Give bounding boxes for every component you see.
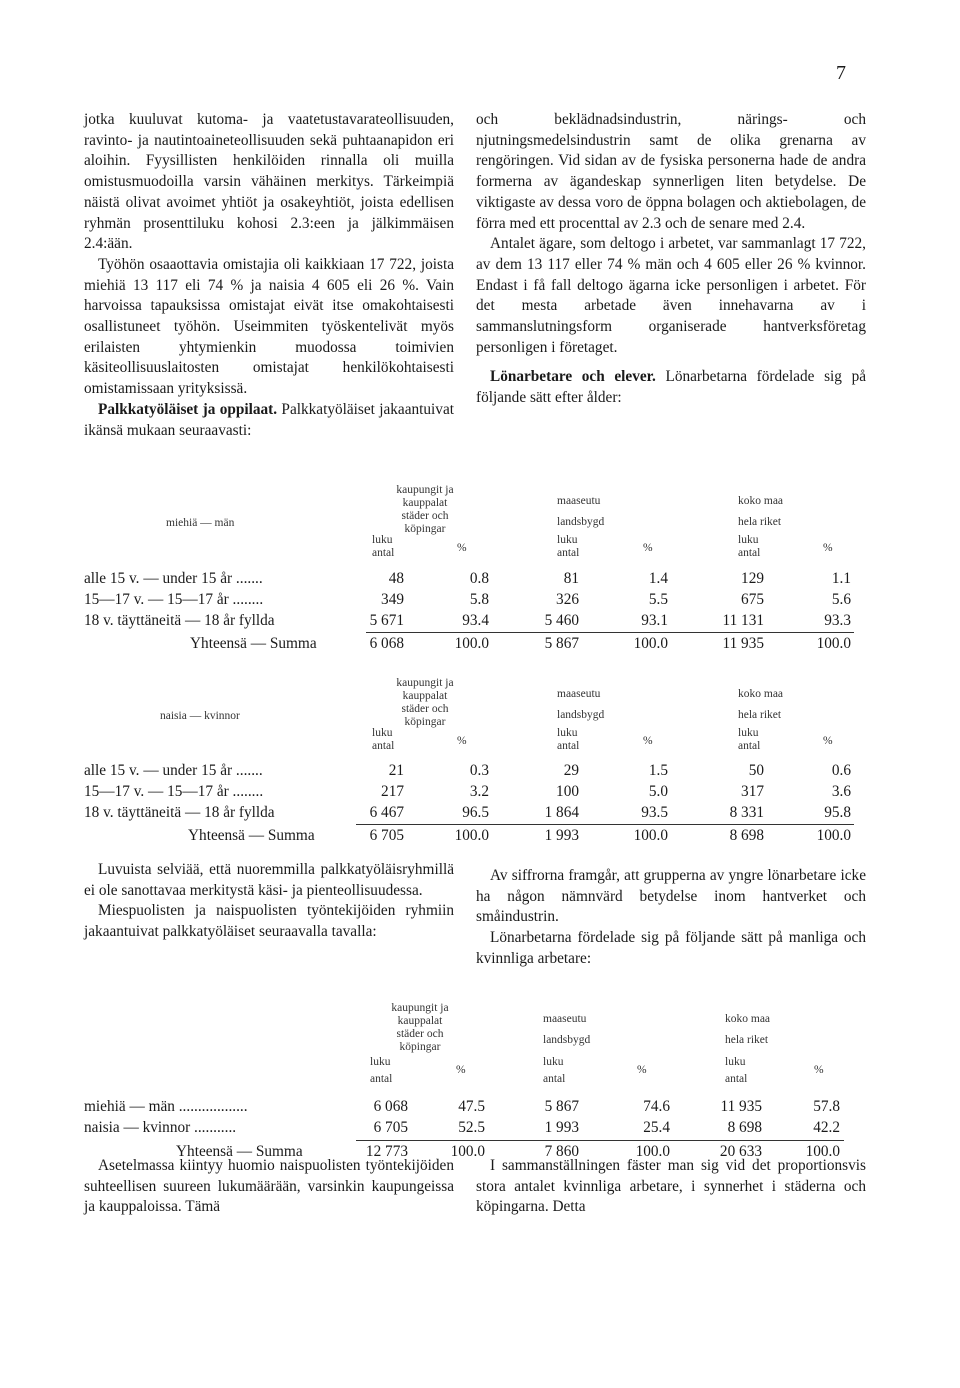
header-line: maaseutu [557,495,601,507]
cell: 11 935 [720,1098,762,1115]
table-label: miehiä — män [166,517,235,529]
header-line: koko maa [725,1013,771,1025]
header-line: hela riket [738,709,782,721]
table-row [0,612,960,634]
row-label: 18 v. täyttäneitä — 18 år fyllda [84,804,275,821]
header-line: luku [738,534,759,546]
table-row [0,570,960,592]
col-header-count [557,727,579,753]
table-row [0,591,960,613]
cell: 6 467 [369,804,404,821]
cell: 349 [381,591,404,608]
col-header-count [557,534,579,560]
cell: 100.0 [633,827,668,844]
cell: 1.5 [648,762,668,779]
paragraph: och beklädnadsindustrin, närings- och njutningsmedelsindustrin samt de olika grenarna av rengöringen. Vid sidan av de fysiska personerna hade de andra formerna av ägandeskap synnerligen liten betydelse. De viktigaste av dessa voro de öppna bolagen och aktiebolagen, de förra med ett procenttal av 2.3 och de senare med 2.4. [476,111,866,232]
header-line: hela riket [738,516,782,528]
cell: 50 [748,762,764,779]
heading-text: Palkkatyöläiset jakaantuivat ikänsä mukaan seuraavasti: [84,400,454,439]
paragraph [84,400,454,441]
left-column-bottom [84,1156,454,1218]
row-label: 15—17 v. — 15—17 år ........ [84,783,264,800]
sum-rule [366,632,854,633]
col-header-pct: % [457,542,467,554]
cell: 29 [563,762,579,779]
table-total-row [0,827,960,849]
cell: 48 [388,570,404,587]
sum-rule [356,824,854,825]
header-line: antal [372,547,395,559]
cell: 100.0 [454,827,489,844]
page-number: 7 [836,62,846,84]
table1-header [0,484,960,564]
col-header-town [365,677,485,729]
cell: 0.8 [469,570,489,587]
row-label: Yhteensä — Summa [190,635,317,652]
col-header-rural [557,688,604,722]
table-row [0,1098,960,1120]
cell: 21 [388,762,404,779]
paragraph: Asetelmassa kiintyy huomio naispuolisten työntekijöiden suhteellisen suureen lukumäärään, varsinkin kaupungeissa ja kauppaloissa. Tämä [84,1157,454,1216]
row-label: Yhteensä — Summa [176,1143,303,1160]
header-line: luku [543,1056,564,1068]
cell: 675 [741,591,764,608]
paragraph: Miespuolisten ja naispuolisten työntekijöiden ryhmiin jakaantuivat palkkatyöläiset seuraavalla tavalla: [84,902,454,941]
cell: 6 705 [369,827,404,844]
table2-header [0,677,960,757]
left-column-top [84,110,454,441]
col-header-town [360,1002,480,1054]
table-row [0,762,960,784]
cell: 100.0 [635,1143,670,1160]
header-line: städer och [401,510,449,522]
cell: 100.0 [816,827,851,844]
right-column-bottom [476,1156,866,1218]
cell: 1.4 [648,570,668,587]
header-line: antal [738,547,761,559]
cell: 6 068 [373,1098,408,1115]
header-line: städer och [401,703,449,715]
header-line: kaupungit ja [396,677,454,689]
right-column-middle [476,866,866,970]
cell: 317 [741,783,764,800]
cell: 1 993 [544,827,579,844]
row-label: alle 15 v. — under 15 år ....... [84,762,263,779]
left-column-middle [84,860,454,943]
row-label: naisia — kvinnor ........... [84,1119,237,1136]
cell: 57.8 [813,1098,840,1115]
cell: 42.2 [813,1119,840,1136]
table-total-row [0,635,960,657]
header-line: städer och [396,1028,444,1040]
cell: 8 331 [729,804,764,821]
header-line: koko maa [738,495,784,507]
cell: 1.1 [831,570,851,587]
header-line: kaupungit ja [391,1002,449,1014]
header-line: köpingar [404,716,446,728]
header-line: kauppalat [397,1015,443,1027]
cell: 5 671 [369,612,404,629]
col-header-pct: % [643,542,653,554]
header-line: landsbygd [543,1034,591,1046]
cell: 93.4 [462,612,489,629]
col-header-count [370,1056,392,1086]
cell: 93.3 [824,612,851,629]
paragraph [476,367,866,408]
col-header-rural [543,1013,590,1047]
paragraph: Av siffrorna framgår, att grupperna av yngre lönarbetare icke ha någon nämnvärd betydelse inom hantverket och småindustrin. [476,867,866,926]
header-line: kauppalat [402,497,448,509]
cell: 100.0 [816,635,851,652]
row-label: 15—17 v. — 15—17 år ........ [84,591,264,608]
cell: 11 935 [722,635,764,652]
header-line: antal [370,1073,393,1085]
paragraph: I sammanställningen fäster man sig vid det proportionsvis stora antalet kvinnliga arbetare, i synnerhet i städerna och köpingarna. Detta [476,1157,866,1216]
cell: 326 [556,591,579,608]
cell: 6 705 [373,1119,408,1136]
cell: 100.0 [454,635,489,652]
table3-header [0,1002,960,1088]
table-row [0,804,960,826]
cell: 1 993 [544,1119,579,1136]
cell: 25.4 [643,1119,670,1136]
col-header-pct: % [637,1064,647,1076]
header-line: maaseutu [557,688,601,700]
header-line: landsbygd [557,709,605,721]
row-label: alle 15 v. — under 15 år ....... [84,570,263,587]
header-line: maaseutu [543,1013,587,1025]
cell: 8 698 [729,827,764,844]
col-header-count [738,727,760,753]
header-line: kauppalat [402,690,448,702]
col-header-count [543,1056,565,1086]
row-label: Yhteensä — Summa [188,827,315,844]
paragraph: Antalet ägare, som deltogo i arbetet, var sammanlagt 17 722, av dem 13 117 eller 74 % män och 4 605 eller 26 % kvinnor. Endast i få fall deltogo ägarna icke personligen i arbetet. För det mesta arbetade även innehavarna av i sammanslutningsform organiserade hantverksföretag personligen i företaget. [476,235,866,356]
header-line: luku [372,727,393,739]
header-line: antal [738,740,761,752]
cell: 12 773 [365,1143,408,1160]
cell: 5.8 [469,591,489,608]
col-header-pct: % [457,735,467,747]
row-label: miehiä — män .................. [84,1098,248,1115]
header-line: koko maa [738,688,784,700]
col-header-pct: % [643,735,653,747]
cell: 7 860 [544,1143,579,1160]
table-row [0,783,960,805]
header-line: kaupungit ja [396,484,454,496]
cell: 0.6 [831,762,851,779]
paragraph: jotka kuuluvat kutoma- ja vaatetustavarateollisuuden, ravinto- ja nautintoaineteollisuuden sekä puhtaanapidon eri aloihin. Fyysillisten henkilöiden rinnalla oli muilla omistusmuodoilla varsin vähäinen merkitys. Tärkeimpiä näistä olivat avoimet yhtiöt ja osakeyhtiöt, joista edellisen ryhmän prosenttiluku kohosi 2.3:een ja jälkimmäisen 2.4:ään. [84,111,454,253]
header-line: antal [543,1073,566,1085]
header-line: landsbygd [557,516,605,528]
header-line: luku [725,1056,746,1068]
heading-text: Lönarbetarna fördelade sig på följande sätt efter ålder: [476,368,867,407]
header-line: antal [372,740,395,752]
row-label: 18 v. täyttäneitä — 18 år fyllda [84,612,275,629]
cell: 81 [563,570,579,587]
header-line: luku [370,1056,391,1068]
cell: 5 867 [544,635,579,652]
cell: 1 864 [544,804,579,821]
header-line: antal [557,547,580,559]
cell: 93.5 [641,804,668,821]
paragraph: Luvuista selviää, että nuoremmilla palkkatyöläisryhmillä ei ole sanottavaa merkitystä käsi- ja pienteollisuudessa. [84,861,454,899]
cell: 20 633 [719,1143,762,1160]
header-line: luku [372,534,393,546]
cell: 5 867 [544,1098,579,1115]
cell: 217 [381,783,404,800]
section-heading: Palkkatyöläiset ja oppilaat. [98,400,278,418]
cell: 5 460 [544,612,579,629]
table-row [0,1119,960,1141]
cell: 5.0 [648,783,668,800]
col-header-count [738,534,760,560]
header-line: antal [725,1073,748,1085]
cell: 93.1 [641,612,668,629]
col-header-pct: % [823,542,833,554]
col-header-pct: % [823,735,833,747]
col-header-town [365,484,485,536]
col-header-total [738,495,783,529]
cell: 100.0 [450,1143,485,1160]
header-line: köpingar [399,1041,441,1053]
col-header-total [738,688,783,722]
cell: 95.8 [824,804,851,821]
col-header-pct: % [456,1064,466,1076]
col-header-count [725,1056,747,1086]
cell: 100.0 [633,635,668,652]
col-header-count [372,727,394,753]
header-line: antal [557,740,580,752]
paragraph: Työhön osaaottavia omistajia oli kaikkiaan 17 722, joista miehiä 13 117 eli 74 % ja naisia 4 605 eli 26 %. Vain harvoissa tapauksissa omistajat eivät itse omakohtaisesti osallistuneet työhön. Useimmiten työskentelivät myös erilaisten yhtymienkin muodossa toimivien käsiteollisuuslaitosten omistajat henkilökohtaisesti omistamissaan yrityksissä. [84,255,454,398]
cell: 5.5 [648,591,668,608]
cell: 8 698 [727,1119,762,1136]
header-line: luku [557,534,578,546]
cell: 3.2 [469,783,489,800]
cell: 47.5 [458,1098,485,1115]
header-line: hela riket [725,1034,769,1046]
col-header-count [372,534,394,560]
sum-rule [356,1140,844,1141]
cell: 74.6 [643,1098,670,1115]
cell: 11 131 [722,612,764,629]
header-line: luku [557,727,578,739]
cell: 52.5 [458,1119,485,1136]
paragraph: Lönarbetarna fördelade sig på följande sätt på manliga och kvinnliga arbetare: [476,929,866,967]
cell: 100.0 [805,1143,840,1160]
cell: 3.6 [831,783,851,800]
col-header-rural [557,495,604,529]
col-header-pct: % [814,1064,824,1076]
cell: 100 [556,783,579,800]
cell: 5.6 [831,591,851,608]
cell: 129 [741,570,764,587]
header-line: köpingar [404,523,446,535]
section-heading: Lönarbetare och elever. [490,368,656,386]
table-label: naisia — kvinnor [160,710,240,722]
col-header-total [725,1013,770,1047]
header-line: luku [738,727,759,739]
cell: 0.3 [469,762,489,779]
cell: 6 068 [369,635,404,652]
cell: 96.5 [462,804,489,821]
right-column-top [476,110,866,409]
